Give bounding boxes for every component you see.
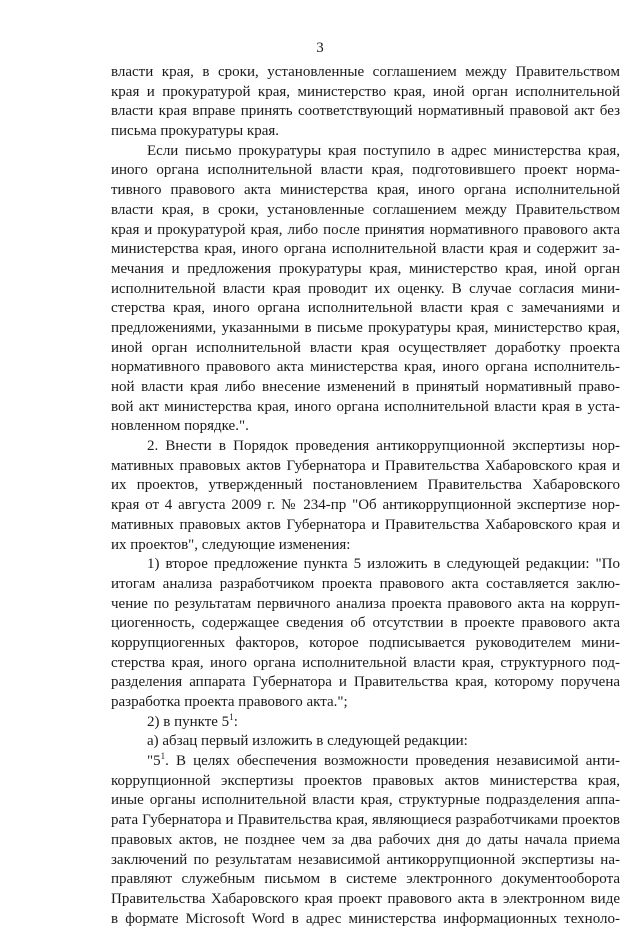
- text-line-content: 1) второе предложение пункта 5 изложить в следующей редакции: "По: [147, 556, 620, 573]
- text-line-content: итогам анализа разработчиком проекта правового акта составляется заклю-: [111, 575, 620, 592]
- text-line: [111, 122, 620, 142]
- page-number: 3: [316, 40, 324, 56]
- text-line: [111, 280, 620, 300]
- text-line: [111, 496, 620, 516]
- text-line-content: предложениями, указанными в письме прокуратуры края, министерство края,: [111, 319, 620, 336]
- text-line-content: разработка проекта правового акта.";: [111, 694, 348, 710]
- text-line-content: тивного правового акта министерства края, иного органа исполнительной: [111, 182, 620, 199]
- text-line: [111, 791, 620, 811]
- text-line: [111, 319, 620, 339]
- text-line: [111, 536, 620, 556]
- text-line: [111, 299, 620, 319]
- text-line-content: края от 4 августа 2009 г. № 234-пр "Об антикоррупционной экспертизе нор-: [111, 497, 620, 514]
- text-line: [111, 201, 620, 221]
- superscript: 1: [229, 712, 234, 722]
- text-line-content: иные органы исполнительной власти края, структурные подразделения аппа-: [111, 792, 620, 809]
- text-line: [111, 752, 620, 772]
- text-line: [111, 910, 620, 929]
- text-line: [111, 870, 620, 890]
- document-body: [111, 63, 620, 929]
- text-line: [111, 476, 620, 496]
- text-line: [111, 732, 620, 752]
- text-line-content: власти края вправе принять соответствующий нормативный правовой акт без: [111, 103, 620, 120]
- text-line: [111, 161, 620, 181]
- text-line-content: мативных правовых актов Губернатора и Правительства Хабаровского края и: [111, 516, 620, 533]
- text-line-tail: :: [233, 713, 238, 730]
- text-line-content: вой акт министерства края, иного органа исполнительной власти края в уста-: [111, 398, 620, 415]
- text-line-content: "5: [147, 753, 161, 770]
- text-line: [111, 437, 620, 457]
- text-line-content: коррупциогенных факторов, которое подписывается руководителем мини-: [111, 634, 620, 651]
- text-line-content: правовых актов, не позднее чем за два рабочих дня до даты начала приема: [111, 831, 620, 848]
- text-line-content: письма прокуратуры края.: [111, 123, 280, 140]
- text-line: [111, 417, 620, 437]
- text-line: [111, 831, 620, 851]
- text-line-content: стерства края, иного органа исполнительной власти края с замечаниями и: [111, 300, 620, 317]
- text-line-content: в формате Microsoft Word в адрес министерства информационных техноло-: [111, 910, 620, 927]
- text-line-content: циогенность, содержащее сведения об отсутствии в проекте правового акта: [111, 615, 620, 632]
- text-line-content: края и прокуратурой края, министерство края, иной орган исполнительной: [111, 83, 620, 100]
- text-line: [111, 614, 620, 634]
- text-line: [111, 516, 620, 536]
- text-line-content: нормативного правового акта министерства края, иного органа исполнитель-: [111, 359, 620, 376]
- text-line-tail: . В целях обеспечения возможности проведения независимой анти-: [165, 753, 620, 770]
- text-line: [111, 851, 620, 871]
- text-line-content: правляют служебным письмом в системе электронного документооборота: [111, 871, 620, 888]
- text-line-content: Правительства Хабаровского края проект правового акта в электронном виде: [111, 890, 620, 907]
- text-line: [111, 811, 620, 831]
- text-line-content: а) абзац первый изложить в следующей редакции:: [147, 733, 468, 750]
- text-line-content: власти края, в сроки, установленные соглашением между Правительством: [111, 64, 620, 80]
- text-line-content: их проектов", следующие изменения:: [111, 536, 351, 553]
- text-line: [111, 713, 620, 733]
- text-line: [111, 673, 620, 693]
- superscript: 1: [160, 752, 166, 762]
- text-line-content: рата Губернатора и Правительства края, являющиеся разработчиками проектов: [111, 812, 620, 829]
- text-line: [111, 240, 620, 260]
- text-line: [111, 63, 620, 83]
- text-line-content: ной власти края либо внесение изменений в принятый нормативный право-: [111, 379, 620, 395]
- text-line: [111, 693, 620, 713]
- text-line: [111, 260, 620, 280]
- text-line-content: 2) в пункте 5: [147, 713, 230, 730]
- text-line-content: разделения аппарата Губернатора и Правительства края, которому поручена: [111, 674, 620, 691]
- text-line: [111, 142, 620, 162]
- text-line-content: новленном порядке.".: [111, 418, 249, 435]
- text-line: [111, 457, 620, 477]
- text-line: [111, 634, 620, 654]
- text-line-content: 2. Внести в Порядок проведения антикоррупционной экспертизы нор-: [147, 438, 620, 455]
- text-line: [111, 221, 620, 241]
- text-line: [111, 339, 620, 359]
- text-line-content: мативных правовых актов Губернатора и Правительства Хабаровского края и: [111, 457, 620, 474]
- text-line-content: мечания и предложения прокуратуры края, министерство края, иной орган: [111, 260, 620, 277]
- text-line: [111, 102, 620, 122]
- text-line: [111, 772, 620, 792]
- text-line: [111, 890, 620, 910]
- text-line: [111, 181, 620, 201]
- text-line-content: стерства края, иного органа исполнительной власти края, структурного под-: [111, 654, 620, 671]
- text-line: [111, 378, 620, 398]
- text-line-content: заключений по результатам независимой антикоррупционной экспертизы на-: [111, 851, 620, 868]
- text-line-content: Если письмо прокуратуры края поступило в адрес министерства края,: [147, 142, 620, 159]
- text-line: [111, 83, 620, 103]
- text-line-content: чение по результатам первичного анализа проекта правового акта на корруп-: [111, 595, 620, 612]
- text-line: [111, 654, 620, 674]
- text-line: [111, 555, 620, 575]
- text-line: [111, 575, 620, 595]
- text-line-content: иной орган исполнительной власти края осуществляет доработку проекта: [111, 339, 620, 356]
- text-line-content: министерства края, иного органа исполнительной власти края и содержит за-: [111, 241, 620, 258]
- text-line-content: коррупционной экспертизы проектов правовых актов министерства края,: [111, 772, 620, 789]
- text-line-content: власти края, в сроки, установленные соглашением между Правительством: [111, 201, 620, 218]
- text-line: [111, 398, 620, 418]
- text-line-content: иного органа исполнительной власти края, подготовившего проект норма-: [111, 162, 620, 179]
- text-line-content: края и прокуратурой края, либо после принятия нормативного правового акта: [111, 221, 620, 238]
- text-line: [111, 358, 620, 378]
- text-line: [111, 595, 620, 615]
- text-line-content: исполнительной власти края проводит их оценку. В случае согласия мини-: [111, 280, 620, 297]
- text-line-content: их проектов, утвержденный постановлением Правительства Хабаровского: [111, 477, 620, 494]
